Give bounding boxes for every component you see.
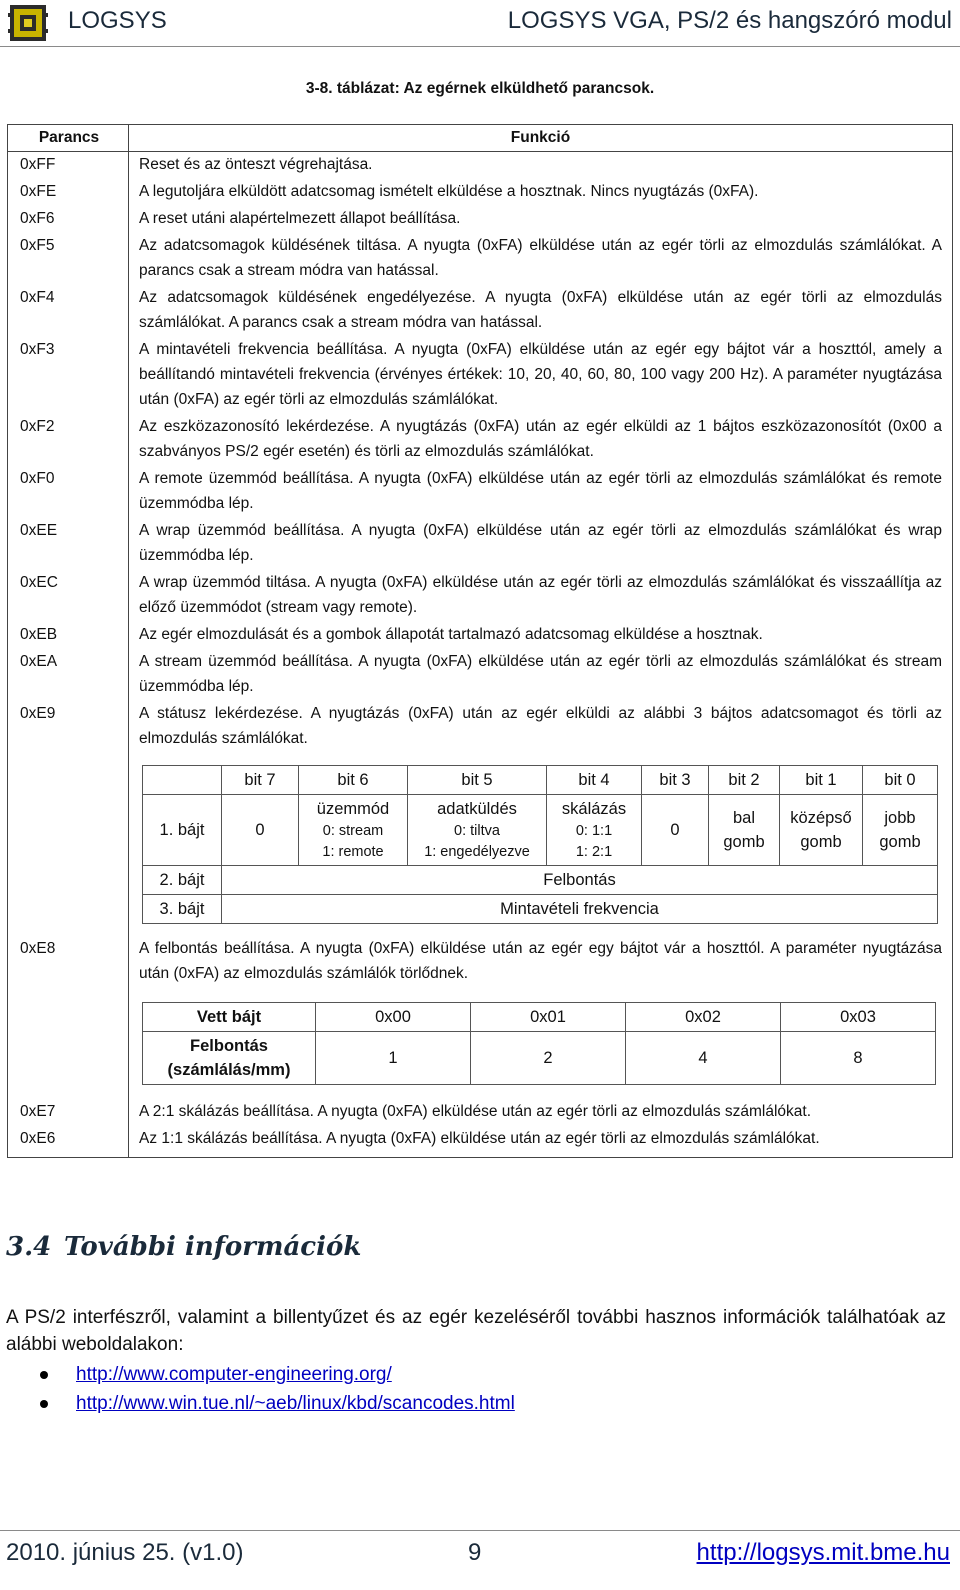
bit-option: 0: tiltva <box>454 823 500 839</box>
command-code: 0xFE <box>8 179 129 206</box>
table-header-row <box>8 125 953 152</box>
command-description: A státusz lekérdezése. A nyugtázás (0xFA) után az egér elküldi az alábbi 3 bájtos adatcsomagot és törli az elmozdulás számlálókat. <box>139 705 942 747</box>
table-row <box>8 649 953 701</box>
command-description: A stream üzemmód beállítása. A nyugta (0xFA) elküldése után az egér törli az elmozdulás számlálókat és stream üzemmódba lép. <box>139 653 942 695</box>
bit-value: 0 <box>222 795 299 866</box>
bit-header: bit 2 <box>709 766 780 795</box>
command-description: A wrap üzemmód beállítása. A nyugta (0xFA) elküldése után az egér törli az elmozdulás számlálókat és wrap üzemmódba lép. <box>139 522 942 564</box>
resolution-header: Felbontás (számlálás/mm) <box>143 1032 316 1085</box>
resolution-value: 8 <box>781 1032 936 1085</box>
list-item <box>40 1360 515 1389</box>
section-heading <box>6 1232 361 1262</box>
column-header-command: Parancs <box>8 125 129 152</box>
table-row <box>8 285 953 337</box>
table-row <box>143 795 938 866</box>
link-scancodes[interactable]: http://www.win.tue.nl/~aeb/linux/kbd/scancodes.html <box>76 1393 515 1414</box>
command-code: 0xF3 <box>8 337 129 414</box>
bit-title: adatküldés <box>437 800 517 818</box>
bit-option: 1: 2:1 <box>575 844 613 860</box>
table-row <box>143 766 938 795</box>
bit-title: üzemmód <box>316 800 390 818</box>
bullet-icon <box>40 1400 48 1408</box>
command-code: 0xEC <box>8 570 129 622</box>
byte-value: Felbontás <box>222 866 938 895</box>
bit-value: jobb gomb <box>863 795 938 866</box>
command-code: 0xF2 <box>8 414 129 466</box>
resolution-value: 0x00 <box>316 1003 471 1032</box>
command-description: A 2:1 skálázás beállítása. A nyugta (0xFA) elküldése után az egér törli az elmozdulás számlálókat. <box>139 1103 812 1120</box>
bit-header: bit 7 <box>222 766 299 795</box>
section-title: További információk <box>64 1232 362 1262</box>
bit-value: bal gomb <box>709 795 780 866</box>
bullet-icon <box>40 1371 48 1379</box>
command-code: 0xEB <box>8 622 129 649</box>
bit-header: bit 3 <box>642 766 709 795</box>
table-row <box>143 866 938 895</box>
byte-label: 3. bájt <box>143 895 222 924</box>
status-packet-table <box>142 765 938 924</box>
table-row <box>8 518 953 570</box>
command-description: A reset utáni alapértelmezett állapot beállítása. <box>139 210 461 227</box>
resolution-value: 2 <box>471 1032 626 1085</box>
command-code: 0xE7 <box>8 1099 129 1126</box>
command-code: 0xF0 <box>8 466 129 518</box>
table-caption: 3-8. táblázat: Az egérnek elküldhető parancsok. <box>305 80 655 97</box>
bit-option: 0: 1:1 <box>575 823 613 839</box>
table-row <box>8 152 953 180</box>
table-row <box>8 179 953 206</box>
command-code: 0xE9 <box>8 701 129 936</box>
table-row <box>8 337 953 414</box>
table-row <box>8 233 953 285</box>
link-list <box>40 1360 515 1418</box>
bit-value: középső gomb <box>780 795 863 866</box>
bit-option: 1: engedélyezve <box>424 844 530 860</box>
command-code: 0xE8 <box>8 936 129 1099</box>
table-row <box>8 206 953 233</box>
bit-option: 0: stream <box>322 823 384 839</box>
table-row <box>8 570 953 622</box>
command-description: Az adatcsomagok küldésének engedélyezése. A nyugta (0xFA) elküldése után az egér törli az elmozdulás számlálókat. A parancs csak a stream módra van hatással. <box>139 289 942 331</box>
bit-header: bit 0 <box>863 766 938 795</box>
command-code: 0xF5 <box>8 233 129 285</box>
command-code: 0xF6 <box>8 206 129 233</box>
table-row <box>8 701 953 936</box>
section-number: 3.4 <box>6 1232 52 1262</box>
command-description: Az 1:1 skálázás beállítása. A nyugta (0xFA) elküldése után az egér törli az elmozdulás számlálókat. <box>139 1130 820 1147</box>
table-row <box>143 1003 936 1032</box>
bit-header: bit 6 <box>299 766 408 795</box>
command-description: Az egér elmozdulását és a gombok állapotát tartalmazó adatcsomag elküldése a hosztnak. <box>139 626 763 643</box>
page-footer <box>0 1530 960 1590</box>
footer-link[interactable]: http://logsys.mit.bme.hu <box>696 1539 950 1566</box>
bit-header: bit 4 <box>547 766 642 795</box>
commands-table <box>7 124 953 1158</box>
resolution-value: 0x01 <box>471 1003 626 1032</box>
table-row <box>8 466 953 518</box>
byte-label: 2. bájt <box>143 866 222 895</box>
table-row <box>8 622 953 649</box>
byte-label: 1. bájt <box>143 795 222 866</box>
resolution-header: Vett bájt <box>143 1003 316 1032</box>
command-description: Az eszközazonosító lekérdezése. A nyugtázás (0xFA) után az egér elküldi az 1 bájtos eszközazonosítót (0x00 a szabványos PS/2 egér esetén) és törli az elmozdulás számlálókat. <box>139 418 942 460</box>
table-row <box>8 1126 953 1158</box>
command-description: A remote üzemmód beállítása. A nyugta (0xFA) elküldése után az egér törli az elmozdulás számlálókat és remote üzemmódba lép. <box>139 470 942 512</box>
bit-option: 1: remote <box>322 844 384 860</box>
command-description: Az adatcsomagok küldésének tiltása. A nyugta (0xFA) elküldése után az egér törli az elmozdulás számlálókat. A parancs csak a stream módra van hatással. <box>139 237 942 279</box>
command-description: A felbontás beállítása. A nyugta (0xFA) elküldése után az egér egy bájtot vár a hoszttól. A paraméter nyugtázása után (0xFA) az elmozdulás számlálók törlődnek. <box>139 940 942 982</box>
command-code: 0xE6 <box>8 1126 129 1158</box>
byte-value: Mintavételi frekvencia <box>222 895 938 924</box>
table-row <box>8 936 953 1099</box>
logsys-logo-icon <box>8 3 48 43</box>
command-description: A wrap üzemmód tiltása. A nyugta (0xFA) elküldése után az egér törli az elmozdulás számlálókat és visszaállítja az előző üzemmódot (stream vagy remote). <box>139 574 942 616</box>
body-paragraph: A PS/2 interfészről, valamint a billentyűzet és az egér kezeléséről további hasznos információk találhatóak az alábbi weboldalakon: <box>6 1307 946 1355</box>
resolution-value: 0x03 <box>781 1003 936 1032</box>
bit-header: bit 1 <box>780 766 863 795</box>
command-code: 0xF4 <box>8 285 129 337</box>
table-row <box>8 414 953 466</box>
bit-title: skálázás <box>561 800 627 818</box>
page-number: 9 <box>468 1539 482 1566</box>
header-brand: LOGSYS <box>68 7 167 34</box>
command-description: A mintavételi frekvencia beállítása. A nyugta (0xFA) elküldése után az egér egy bájtot vár a hoszttól, amely a beállítandó mintavételi frekvencia (érvényes értékek: 10, 20, 40, 60, 80, 100 vagy 200 Hz). A paraméter nyugtázása után (0xFA) az egér törli az elmozdulás számlálókat. <box>139 341 942 408</box>
command-description: Reset és az önteszt végrehajtása. <box>139 156 373 173</box>
link-computer-engineering[interactable]: http://www.computer-engineering.org/ <box>76 1364 392 1385</box>
header-title: LOGSYS VGA, PS/2 és hangszóró modul <box>507 7 952 34</box>
table-row <box>8 1099 953 1126</box>
bit-value: 0 <box>642 795 709 866</box>
resolution-value: 0x02 <box>626 1003 781 1032</box>
table-row <box>143 895 938 924</box>
command-code: 0xEA <box>8 649 129 701</box>
list-item <box>40 1389 515 1418</box>
resolution-table <box>142 1002 936 1085</box>
page-header <box>0 0 960 47</box>
column-header-function: Funkció <box>129 125 953 152</box>
command-code: 0xEE <box>8 518 129 570</box>
footer-date: 2010. június 25. (v1.0) <box>6 1539 244 1566</box>
table-row <box>143 1032 936 1085</box>
command-code: 0xFF <box>8 152 129 180</box>
command-description: A legutoljára elküldött adatcsomag ismételt elküldése a hosztnak. Nincs nyugtázás (0xFA). <box>139 183 759 200</box>
bit-header: bit 5 <box>408 766 547 795</box>
resolution-value: 1 <box>316 1032 471 1085</box>
resolution-value: 4 <box>626 1032 781 1085</box>
